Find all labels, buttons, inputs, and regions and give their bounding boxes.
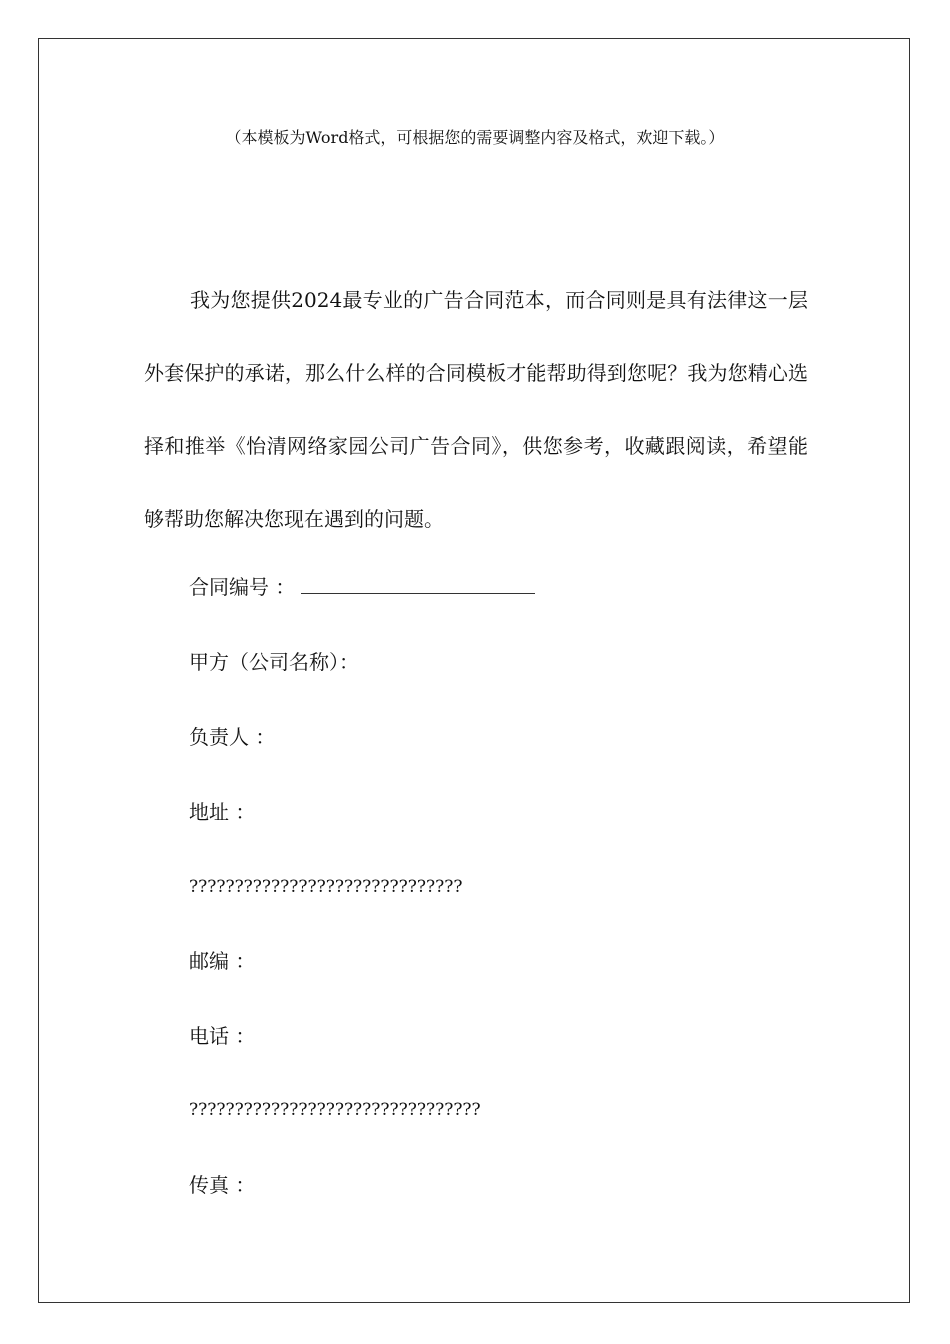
contract-number-blank[interactable]	[301, 575, 535, 594]
address-label: 地址 ：	[189, 800, 256, 824]
address-value: ??????????????????????????????	[189, 877, 463, 897]
intro-paragraph: 我为您提供2024最专业的广告合同范本，而合同则是具有法律这一层外套保护的承诺，那么什么样的合同模板才能帮助得到您呢？我为您精心选择和推举《怡清网络家园公司广告合同》，供您参考，收藏跟阅读，希望能够帮助您解决您现在遇到的问题。	[144, 288, 808, 531]
header-note: （本模板为Word格式，可根据您的需要调整内容及格式，欢迎下载。）	[225, 128, 725, 147]
fax-label: 传真 ：	[189, 1173, 256, 1197]
contract-number-line	[189, 572, 535, 602]
postcode-label: 邮编 ：	[189, 949, 256, 973]
party-a-label: 甲方（公司名称）：	[189, 650, 359, 674]
responsible-person-label: 负责人 ：	[189, 725, 276, 749]
phone-value: ????????????????????????????????	[189, 1100, 481, 1120]
contract-number-label: 合同编号 ：	[189, 575, 296, 599]
phone-label: 电话 ：	[189, 1024, 256, 1048]
